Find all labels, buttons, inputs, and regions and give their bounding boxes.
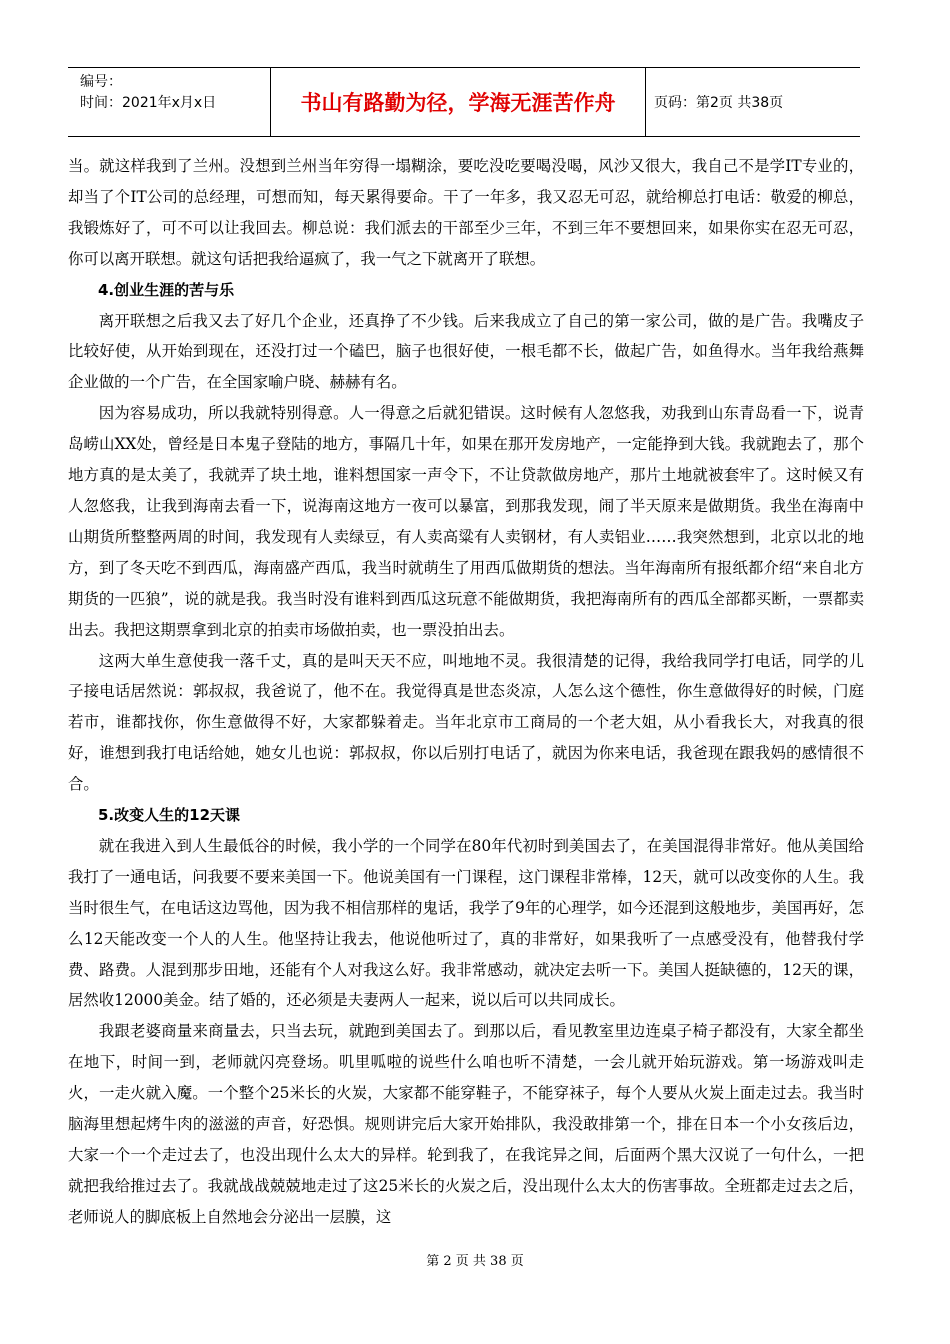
paragraph: 因为容易成功，所以我就特别得意。人一得意之后就犯错误。这时候有人忽悠我，劝我到山东青岛看一下，说青岛崂山XX处，曾经是日本鬼子登陆的地方，事隔几十年，如果在那开发房地产，一定能挣到大钱。我就跑去了，那个地方真的是太美了，我就弄了块土地，谁料想国家一声令下，不让贷款做房地产，那片土地就被套牢了。这时候又有人忽悠我，让我到海南去看一下，说海南这地方一夜可以暴富，到那我发现，闹了半天原来是做期货。我坐在海南中山期货所整整两周的时间，我发现有人卖绿豆，有人卖高粱有人卖钢材，有人卖铝业……我突然想到，北京以北的地方，到了冬天吃不到西瓜，海南盛产西瓜，我当时就萌生了用西瓜做期货的想法。当年海南所有报纸都介绍“来自北方期货的一匹狼”，说的就是我。我当时没有谁料到西瓜这玩意不能做期货，我把海南所有的西瓜全部都买断，一票都卖出去。我把这期票拿到北京的拍卖市场做拍卖，也一票没拍出去。: [68, 404, 864, 639]
section-heading: 5.改变人生的12天课: [98, 806, 241, 825]
page-header: [68, 67, 860, 137]
paragraph: 就在我进入到人生最低谷的时候，我小学的一个同学在80年代初时到美国去了，在美国混得非常好。他从美国给我打了一通电话，问我要不要来美国一下。他说美国有一门课程，这门课程非常棒，12天，就可以改变你的人生。我当时很生气，在电话这边骂他，因为我不相信那样的鬼话，我学了9年的心理学，如今还混到这般地步，美国再好，怎么12天能改变一个人的人生。他坚持让我去，他说他听过了，真的非常好，如果我听了一点感受没有，他替我付学费、路费。人混到那步田地，还能有个人对我这么好。我非常感动，就决定去听一下。美国人挺缺德的，12天的课，居然收12000美金。结了婚的，还必须是夫妻两人一起来，说以后可以共同成长。: [68, 836, 864, 1010]
page-footer: 第 2 页 共 38 页: [426, 1254, 524, 1269]
header-meta: [68, 68, 271, 136]
section-heading: 4.创业生涯的苦与乐: [98, 280, 235, 299]
document-time-label: 时间：2021年x月x日: [80, 95, 217, 111]
paragraph: 离开联想之后我又去了好几个企业，还真挣了不少钱。后来我成立了自己的第一家公司，做的是广告。我嘴皮子比较好使，从开始到现在，还没打过一个磕巴，脑子也很好使，一根毛都不长，做起广告，如鱼得水。当年我给燕舞企业做的一个广告，在全国家喻户晓、赫赫有名。: [68, 311, 864, 392]
paragraph: 这两大单生意使我一落千丈，真的是叫天天不应，叫地地不灵。我很清楚的记得，我给我同学打电话，同学的儿子接电话居然说：郭叔叔，我爸说了，他不在。我觉得真是世态炎凉，人怎么这个德性，你生意做得好的时候，门庭若市，谁都找你，你生意做得不好，大家都躲着走。当年北京市工商局的一个老大姐，从小看我长大，对我真的很好，谁想到我打电话给她，她女儿也说：郭叔叔，你以后别打电话了，就因为你来电话，我爸现在跟我妈的感情很不合。: [68, 651, 864, 794]
paragraph: 当。就这样我到了兰州。没想到兰州当年穷得一塌糊涂，要吃没吃要喝没喝，风沙又很大，我自己不是学IT专业的，却当了个IT公司的总经理，可想而知，每天累得要命。干了一年多，我又忍无可忍，就给柳总打电话：敬爱的柳总，我锻炼好了，可不可以让我回去。柳总说：我们派去的干部至少三年，不到三年不要想回来，如果你实在忍无可忍，你可以离开联想。就这句话把我给逼疯了，我一气之下就离开了联想。: [68, 157, 864, 268]
document-body: [68, 151, 864, 1233]
header-motto: 书山有路勤为径，学海无涯苦作舟: [271, 68, 646, 136]
paragraph: 我跟老婆商量来商量去，只当去玩，就跑到美国去了。到那以后，看见教室里边连桌子椅子都没有，大家全都坐在地下，时间一到，老师就闪亮登场。叽里呱啦的说些什么咱也听不清楚，一会儿就开始玩游戏。第一场游戏叫走火，一走火就入魔。一个整个25米长的火炭，大家都不能穿鞋子，不能穿袜子，每个人要从火炭上面走过去。我当时脑海里想起烤牛肉的滋滋的声音，好恐惧。规则讲完后大家开始排队，我没敢排第一个，排在日本一个小女孩后边，大家一个一个走过去了，也没出现什么太大的异样。轮到我了，在我诧异之间，后面两个黑大汉说了一句什么，一把就把我给推过去了。我就战战兢兢地走过了这25米长的火炭之后，没出现什么太大的伤害事故。全班都走过去之后，老师说人的脚底板上自然地会分泌出一层膜，这: [68, 1022, 864, 1226]
document-number-label: 编号：: [80, 74, 122, 90]
header-page-info: 页码：第2页 共38页: [654, 95, 784, 111]
